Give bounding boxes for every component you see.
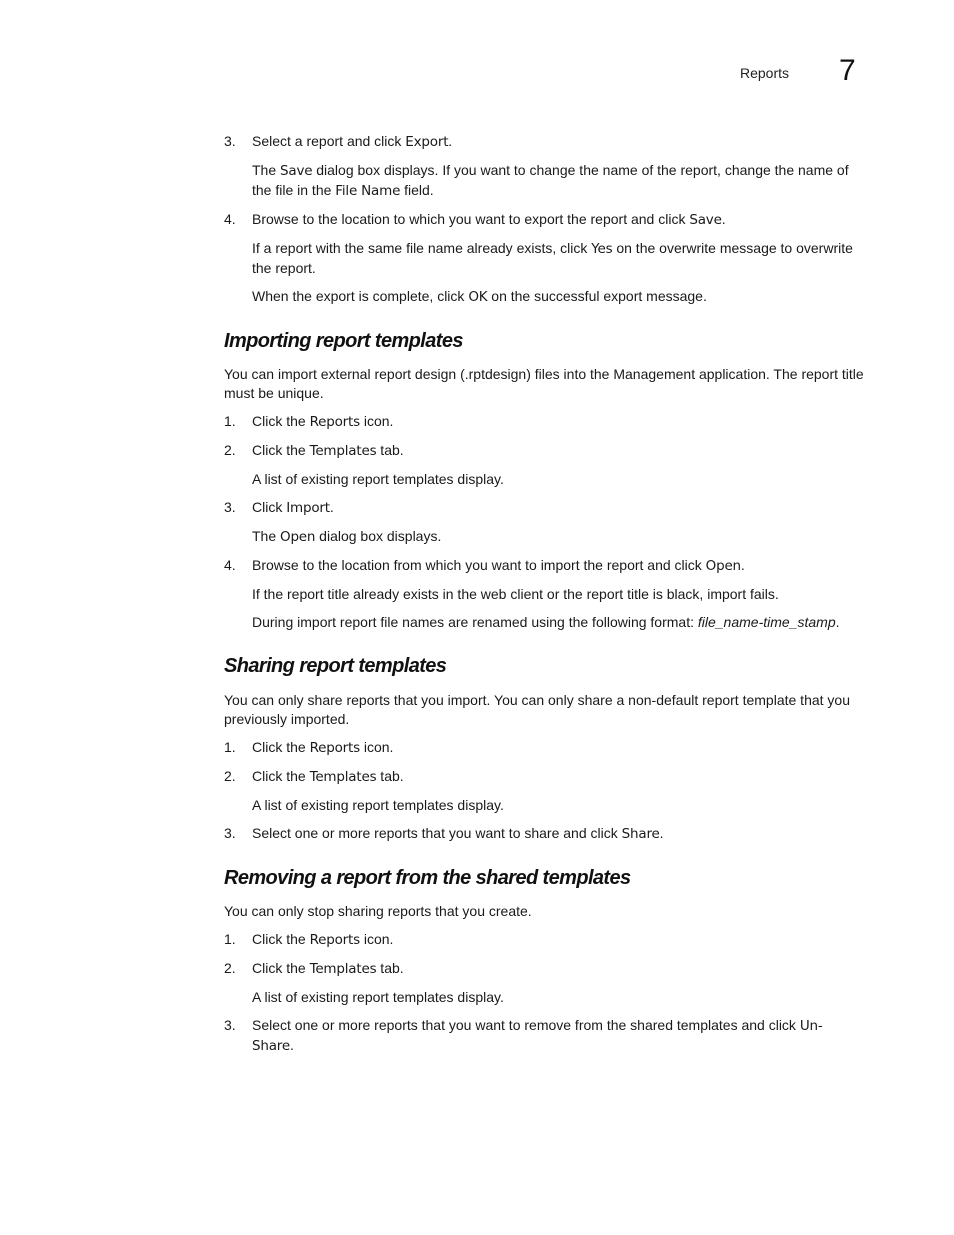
ui-term-open: Open <box>280 529 316 545</box>
step-number: 3. <box>224 499 236 515</box>
step-text: Select one or more reports that you want to share and click Share. <box>252 825 664 842</box>
step-text: Select one or more reports that you want to remove from the shared templates and click Un-Share. <box>252 1017 823 1054</box>
ui-term-templates: Templates <box>309 769 377 785</box>
section-heading-sharing: Sharing report templates <box>224 655 447 677</box>
step-number: 2. <box>224 442 236 458</box>
page-content <box>224 132 864 1065</box>
step-text: Click the Templates tab. <box>252 442 404 459</box>
page-header <box>0 0 954 110</box>
sharing-step-2-note: A list of existing report templates display. <box>252 797 504 813</box>
export-step-3-note: The Save dialog box displays. If you want to change the name of the report, change the name of the file in the File Name field. <box>252 162 849 199</box>
step-text: Click the Templates tab. <box>252 768 404 785</box>
step-number: 3. <box>224 825 236 841</box>
step-number: 4. <box>224 557 236 573</box>
section-heading-removing: Removing a report from the shared templates <box>224 867 631 889</box>
running-header-section: Reports <box>740 65 790 81</box>
sharing-step-1 <box>224 738 864 758</box>
filename-format: file_name-time_stamp <box>697 614 836 630</box>
step-number: 3. <box>224 1017 236 1033</box>
step-text: Select a report and click Export. <box>252 133 453 150</box>
step-number: 1. <box>224 931 236 947</box>
removing-intro: You can only stop sharing reports that you create. <box>224 903 532 919</box>
ui-term-reports: Reports <box>309 932 360 948</box>
ui-term-un-share: Un-Share <box>252 1018 823 1054</box>
step-text: Click the Reports icon. <box>252 413 394 430</box>
step-number: 4. <box>224 211 236 227</box>
sharing-intro: You can only share reports that you import. You can only share a non-default report template that you previously imported. <box>224 692 850 727</box>
step-text: Browse to the location to which you want to export the report and click Save. <box>252 211 726 228</box>
step-text: Browse to the location from which you want to import the report and click Open. <box>252 557 745 574</box>
ui-term-yes: Yes <box>591 241 613 257</box>
export-step-4-note-1: If a report with the same file name already exists, click Yes on the overwrite message to overwrite the report. <box>252 240 853 276</box>
ui-term-save: Save <box>280 163 313 179</box>
step-text: Click the Templates tab. <box>252 960 404 977</box>
removing-step-2 <box>224 959 864 979</box>
removing-step-3 <box>224 1016 864 1056</box>
ui-term-templates: Templates <box>309 443 377 459</box>
step-text: Click Import. <box>252 499 334 516</box>
ui-term-export: Export <box>405 134 449 150</box>
ui-term-import: Import <box>286 500 330 516</box>
ui-term-reports: Reports <box>309 414 360 430</box>
importing-step-4 <box>224 556 864 576</box>
importing-step-2 <box>224 441 864 461</box>
importing-intro: You can import external report design (.rptdesign) files into the Management application. The report title must be unique. <box>224 366 864 401</box>
importing-step-2-note: A list of existing report templates display. <box>252 471 504 487</box>
chapter-number: 7 <box>839 54 856 87</box>
step-text: Click the Reports icon. <box>252 931 394 948</box>
step-text: Click the Reports icon. <box>252 739 394 756</box>
importing-step-4-note-2: During import report file names are renamed using the following format: file_name-time_stamp. <box>252 614 840 630</box>
step-number: 3. <box>224 133 236 149</box>
ui-term-share: Share <box>621 826 660 842</box>
section-heading-importing: Importing report templates <box>224 330 463 352</box>
importing-step-1 <box>224 412 864 432</box>
ui-term-templates: Templates <box>309 961 377 977</box>
step-number: 2. <box>224 768 236 784</box>
importing-step-3-note: The Open dialog box displays. <box>252 528 442 545</box>
ui-term-file-name: File Name <box>335 183 401 199</box>
removing-step-2-note: A list of existing report templates display. <box>252 989 504 1005</box>
importing-step-3 <box>224 498 864 518</box>
step-number: 1. <box>224 739 236 755</box>
export-step-4 <box>224 210 864 230</box>
step-number: 1. <box>224 413 236 429</box>
ui-term-reports: Reports <box>309 740 360 756</box>
importing-step-4-note-1: If the report title already exists in the web client or the report title is black, import fails. <box>252 586 779 602</box>
removing-step-1 <box>224 930 864 950</box>
sharing-step-2 <box>224 767 864 787</box>
sharing-step-3 <box>224 824 864 844</box>
export-step-4-note-2: When the export is complete, click OK on the successful export message. <box>252 288 707 305</box>
ui-term-ok: OK <box>468 289 488 305</box>
export-step-3 <box>224 132 864 152</box>
step-number: 2. <box>224 960 236 976</box>
ui-term-save: Save <box>689 212 722 228</box>
ui-term-open: Open <box>705 558 741 574</box>
